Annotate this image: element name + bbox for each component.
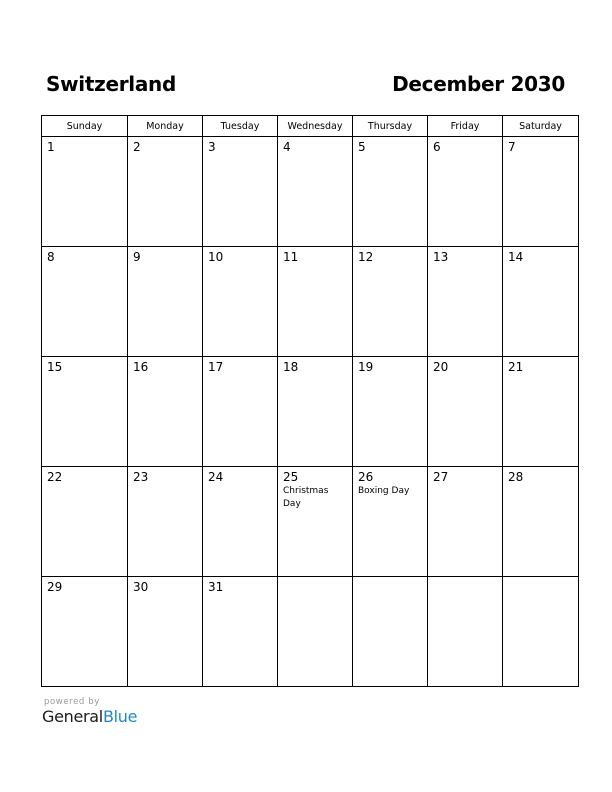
day-number: 26 — [358, 470, 374, 484]
weekday-header: Friday — [428, 116, 503, 137]
day-cell — [353, 577, 428, 687]
day-cell — [42, 577, 128, 687]
holiday-label: Boxing Day — [358, 486, 410, 496]
day-cell — [128, 247, 203, 357]
day-cell — [278, 357, 353, 467]
day-cell — [353, 137, 428, 247]
day-cell — [428, 137, 503, 247]
day-number — [503, 577, 578, 580]
day-number: 14 — [508, 250, 524, 264]
day-cell — [203, 577, 278, 687]
day-cell — [128, 467, 203, 577]
day-number: 19 — [358, 360, 374, 374]
week-row — [42, 137, 579, 247]
day-number: 22 — [47, 470, 63, 484]
day-number: 15 — [47, 360, 63, 374]
day-number: 28 — [508, 470, 524, 484]
day-number: 24 — [208, 470, 224, 484]
day-number: 27 — [433, 470, 449, 484]
weekday-header: Sunday — [42, 116, 128, 137]
day-number: 18 — [283, 360, 299, 374]
weekday-header: Tuesday — [203, 116, 278, 137]
day-cell — [503, 357, 579, 467]
day-cell — [503, 577, 579, 687]
day-number: 17 — [208, 360, 224, 374]
day-cell — [278, 247, 353, 357]
week-row — [42, 247, 579, 357]
day-cell — [42, 467, 128, 577]
day-cell — [503, 247, 579, 357]
day-cell — [128, 577, 203, 687]
day-cell — [203, 467, 278, 577]
day-number: 29 — [47, 580, 63, 594]
day-number: 10 — [208, 250, 224, 264]
day-cell — [42, 357, 128, 467]
powered-by-label: powered by — [44, 697, 100, 707]
day-number — [353, 577, 427, 580]
day-number: 16 — [133, 360, 149, 374]
weekday-header: Saturday — [503, 116, 579, 137]
day-number: 30 — [133, 580, 149, 594]
day-cell — [428, 467, 503, 577]
day-cell — [278, 577, 353, 687]
day-number: 2 — [133, 140, 141, 154]
day-number — [278, 577, 352, 580]
day-cell — [503, 467, 579, 577]
day-number: 13 — [433, 250, 449, 264]
day-number: 12 — [358, 250, 374, 264]
week-row — [42, 357, 579, 467]
day-number: 8 — [47, 250, 55, 264]
day-number: 9 — [133, 250, 141, 264]
day-number: 11 — [283, 250, 299, 264]
day-cell — [128, 357, 203, 467]
day-cell — [428, 247, 503, 357]
day-number: 31 — [208, 580, 224, 594]
day-number: 3 — [208, 140, 216, 154]
country-title: Switzerland — [46, 72, 176, 96]
day-number — [428, 577, 502, 580]
day-cell — [278, 467, 353, 577]
day-cell — [428, 577, 503, 687]
footer-branding — [42, 697, 137, 727]
day-cell — [42, 137, 128, 247]
day-number: 21 — [508, 360, 524, 374]
day-number: 6 — [433, 140, 441, 154]
day-number: 7 — [508, 140, 516, 154]
day-cell — [503, 137, 579, 247]
day-number: 20 — [433, 360, 449, 374]
weekday-header: Thursday — [353, 116, 428, 137]
day-number: 5 — [358, 140, 366, 154]
day-cell — [203, 137, 278, 247]
day-cell — [128, 137, 203, 247]
week-row — [42, 577, 579, 687]
month-year-title: December 2030 — [392, 72, 565, 96]
week-row — [42, 467, 579, 577]
day-cell — [353, 357, 428, 467]
day-cell — [428, 357, 503, 467]
day-cell — [353, 467, 428, 577]
brand-part-general: General — [42, 707, 103, 726]
day-cell — [353, 247, 428, 357]
weekday-header-row — [42, 116, 579, 137]
day-cell — [203, 247, 278, 357]
weekday-header: Wednesday — [278, 116, 353, 137]
day-cell — [203, 357, 278, 467]
generalblue-logo — [42, 707, 137, 727]
calendar-grid — [41, 115, 579, 687]
day-cell — [42, 247, 128, 357]
holiday-label: Christmas Day — [283, 486, 329, 509]
day-number: 23 — [133, 470, 149, 484]
weekday-header: Monday — [128, 116, 203, 137]
brand-part-blue: Blue — [102, 707, 138, 726]
day-number: 4 — [283, 140, 291, 154]
day-number: 25 — [283, 470, 299, 484]
day-number: 1 — [47, 140, 55, 154]
day-cell — [278, 137, 353, 247]
